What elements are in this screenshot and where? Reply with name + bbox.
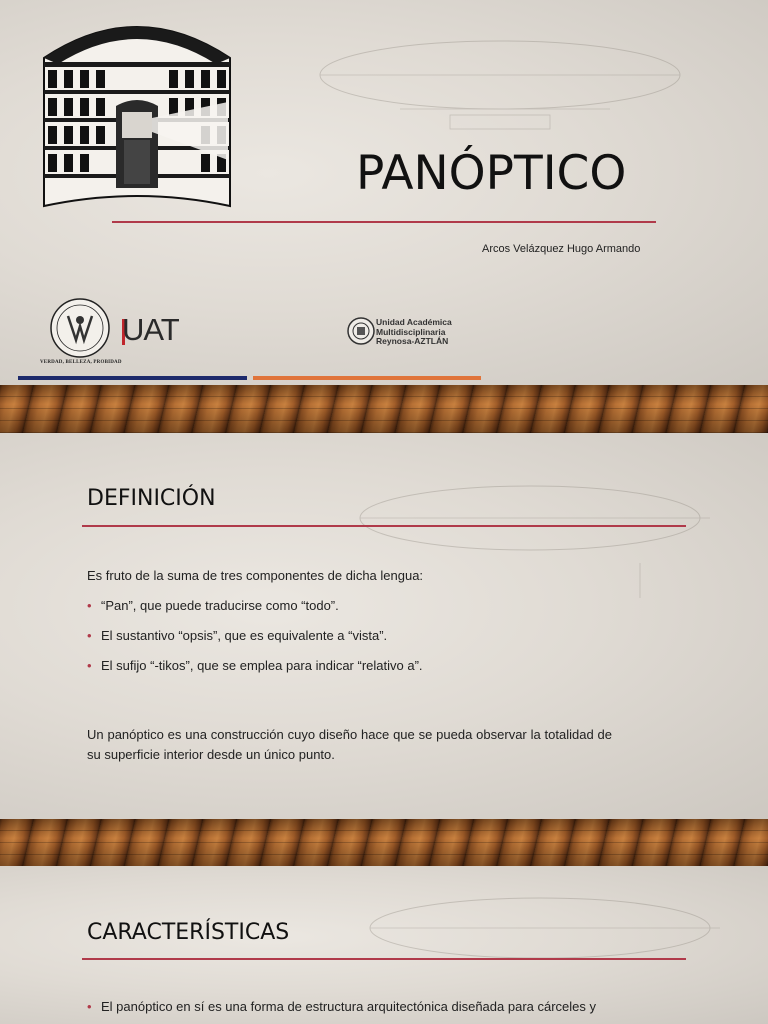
list-item — [87, 628, 423, 643]
intro-text: Es fruto de la suma de tres componentes de dicha lengua: — [87, 568, 424, 583]
presentation-title: PANÓPTICO — [356, 146, 627, 201]
list-item-text: El sustantivo “opsis”, que es equivalente a “vista”. — [101, 628, 388, 643]
bullet-icon: • — [87, 598, 92, 613]
uam-logo-text — [376, 318, 452, 347]
bullet-icon: • — [87, 658, 92, 673]
blue-accent-stripe — [18, 376, 247, 380]
list-item-text: “Pan”, que puede traducirse como “todo”. — [101, 598, 339, 613]
section-heading: CARACTERÍSTICAS — [87, 920, 290, 945]
orange-accent-stripe — [253, 376, 481, 380]
airship-sketch-background — [340, 880, 740, 990]
wood-floor-divider — [0, 819, 768, 867]
author-name: Arcos Velázquez Hugo Armando — [482, 243, 641, 255]
uam-logo-line: Unidad Académica — [376, 317, 452, 327]
definition-slide — [0, 433, 768, 819]
uat-seal-logo — [42, 296, 122, 368]
heading-divider — [82, 958, 686, 960]
list-item-text: El sufijo “-tikos”, que se emplea para indicar “relativo a”. — [101, 658, 423, 673]
heading-divider — [82, 525, 686, 527]
list-item — [87, 658, 423, 673]
bullet-list — [87, 598, 423, 688]
bullet-icon: • — [87, 628, 92, 643]
list-item — [87, 999, 701, 1014]
list-item — [87, 598, 423, 613]
uam-logo-line: Reynosa-AZTLÁN — [376, 336, 449, 346]
definition-paragraph: Un panóptico es una construcción cuyo diseño hace que se pueda observar la totalidad de su superficie interior desde un único punto. — [87, 727, 612, 762]
airship-sketch-background — [280, 20, 700, 160]
title-divider — [112, 221, 656, 223]
uat-motto: VERDAD, BELLEZA, PROBIDAD — [40, 360, 122, 365]
panopticon-illustration — [36, 10, 238, 212]
uam-seal-logo — [346, 316, 376, 346]
characteristics-slide — [0, 866, 768, 1024]
title-slide — [0, 0, 768, 385]
uat-logo-text: UAT — [122, 312, 179, 347]
list-item-text: El panóptico en sí es una forma de estructura arquitectónica diseñada para cárceles y — [101, 999, 597, 1014]
bullet-icon: • — [87, 999, 92, 1014]
section-heading: DEFINICIÓN — [87, 486, 216, 511]
uam-logo-line: Multidisciplinaria — [376, 326, 446, 337]
wood-floor-divider — [0, 385, 768, 433]
